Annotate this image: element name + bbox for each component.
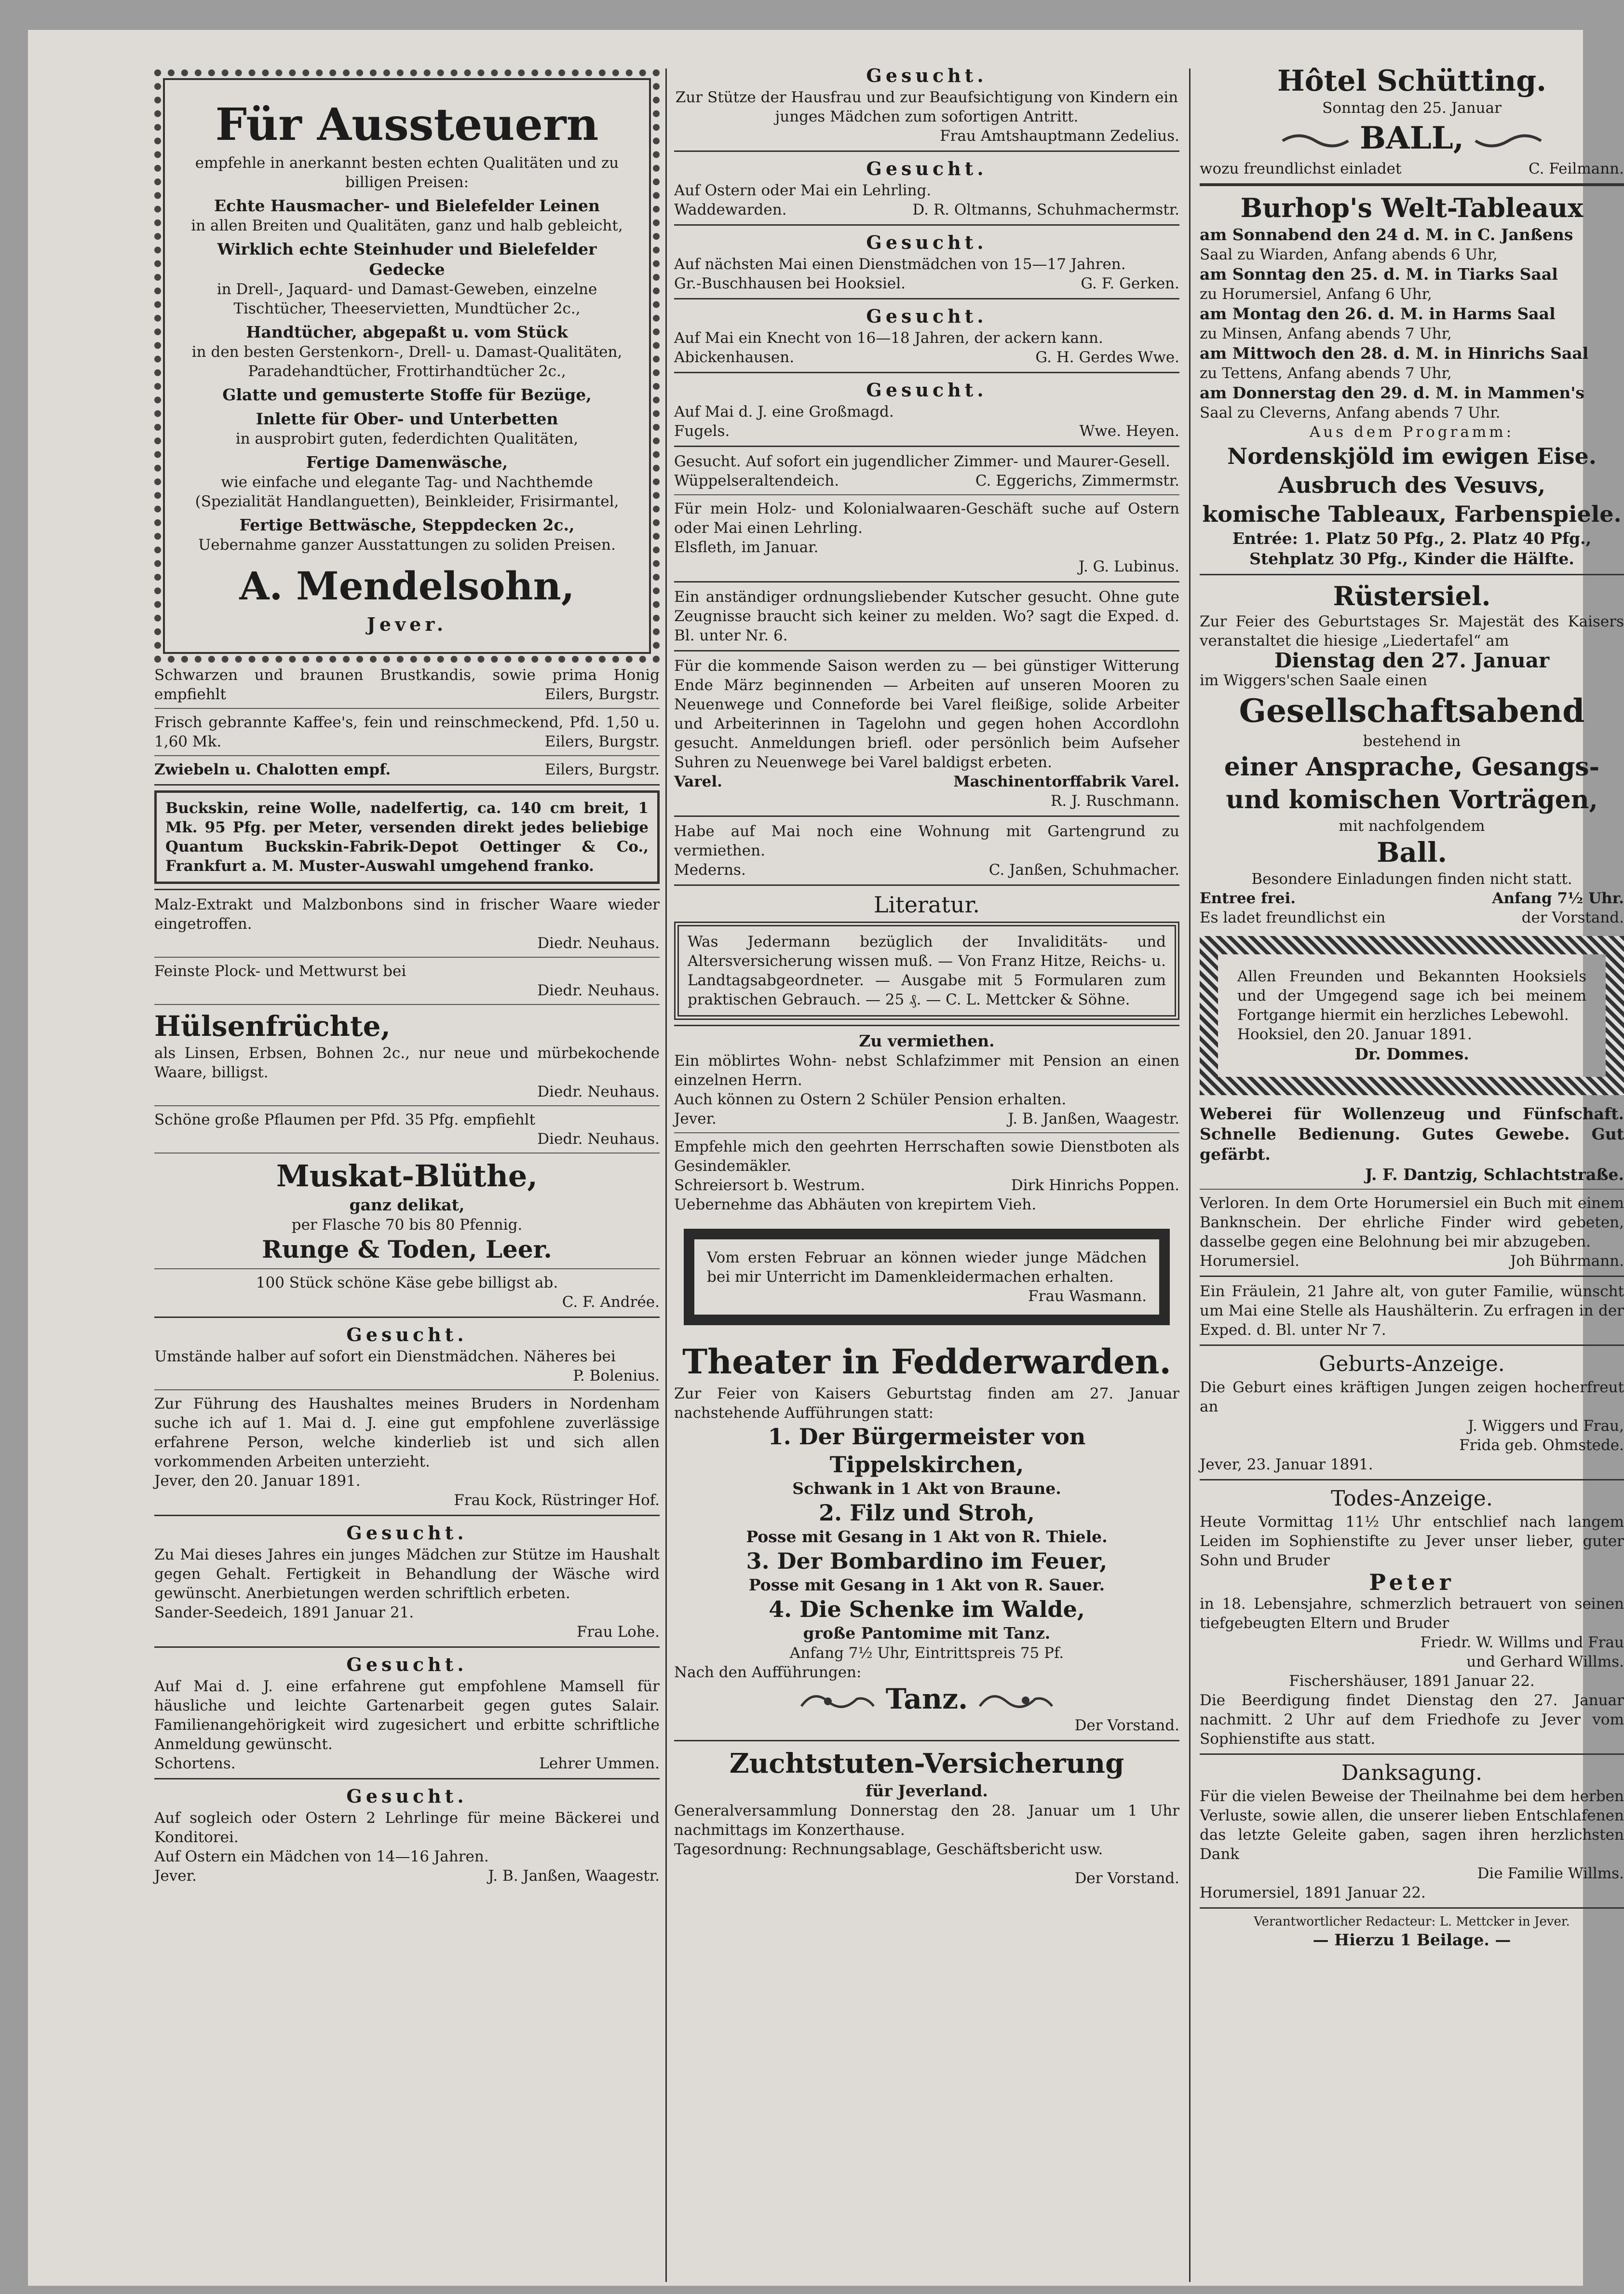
ad-line: zu Tettens, Anfang abends 7 Uhr,: [1200, 365, 1452, 382]
ad-text: bestehend in: [1363, 733, 1461, 750]
ad-text: Zur Stütze der Hausfrau und zur Beaufsichtigung von Kindern ein junges Mädchen zum sofortigen Antritt.: [675, 89, 1178, 125]
divider: [154, 755, 660, 756]
gesucht-ad: [154, 1784, 660, 1886]
ad-signature: Dr. Dommes.: [1354, 1045, 1469, 1063]
dommes-ad: [1200, 936, 1624, 1095]
ad-signature: Der Vorstand.: [1074, 1717, 1179, 1734]
ad-date: Jever, den 20. Januar 1891.: [154, 1472, 361, 1490]
divider: [674, 1025, 1179, 1026]
ad-signature: J. B. Janßen, Waagestr.: [1008, 1110, 1179, 1127]
todes-ad: [1200, 1485, 1624, 1749]
divider: [674, 224, 1179, 226]
ad-place: Schreiersort b. Westrum.: [674, 1177, 866, 1194]
ad-title: Rüstersiel.: [1333, 581, 1491, 611]
deceased-name: Peter: [1369, 1569, 1455, 1595]
tanz-heading: [674, 1682, 1179, 1716]
ad-line: Saal zu Cleverns, Anfang abends 7 Uhr.: [1200, 404, 1501, 421]
ad-heading: Handtücher, abgepaßt u. vom Stück: [246, 323, 568, 341]
plock-ad: [154, 962, 660, 1000]
ad-date: Dienstag den 27. Januar: [1274, 649, 1550, 672]
kaffee-ad: [154, 713, 660, 751]
play-title: 3. Der Bombardino im Feuer,: [746, 1548, 1108, 1574]
ad-signature-row: [674, 471, 1179, 490]
ad-title: Burhop's Welt-Tableaux: [1240, 192, 1583, 223]
column-rule: [1189, 68, 1191, 2282]
burhop-ad: [1200, 191, 1624, 569]
divider: [674, 446, 1179, 447]
ad-signature: C. Feilmann.: [1529, 160, 1624, 177]
fraeulein-ad: [1200, 1282, 1624, 1340]
play-subtitle: Posse mit Gesang in 1 Akt von R. Thiele.: [746, 1527, 1108, 1546]
ad-text: als Linsen, Erbsen, Bohnen 2c., nur neue und mürbekochende Waare, billigst.: [154, 1045, 660, 1081]
ad-text: Vom ersten Februar an können wieder junge Mädchen bei mir Unterricht im Damenkleidermachen erhalten.: [707, 1249, 1147, 1286]
divider: [674, 815, 1179, 817]
ad-signature: Der Vorstand.: [1074, 1870, 1179, 1887]
ad-text: Auch können zu Ostern 2 Schüler Pension erhalten.: [674, 1091, 1067, 1108]
ad-signature-row: [1200, 908, 1624, 927]
zuchtstuten-ad: [674, 1746, 1179, 1888]
ad-line: Saal zu Wiarden, Anfang abends 6 Uhr,: [1200, 246, 1498, 263]
ad-place: Varel.: [674, 773, 722, 790]
damen-ad: [684, 1229, 1170, 1325]
ad-text: per Flasche 70 bis 80 Pfennig.: [291, 1216, 523, 1234]
ad-signature: Joh Bührmann.: [1510, 1252, 1624, 1270]
ad-date: Jever, 23. Januar 1891.: [1200, 1456, 1373, 1473]
ad-text: Frisch gebrannte Kaffee's, fein und reinschmeckend, Pfd. 1,50 u. 1,60 Mk.: [154, 714, 660, 750]
ad-text: Uebernahme ganzer Ausstattungen zu soliden Preisen.: [198, 536, 616, 554]
divider: [154, 1153, 660, 1154]
ad-place: Jever.: [154, 1867, 197, 1885]
ad-text: in 18. Lebensjahre, schmerzlich betrauert von seinen tiefgebeugten Eltern und Bruder: [1200, 1595, 1624, 1632]
ad-signature: Dirk Hinrichs Poppen.: [1011, 1177, 1179, 1194]
play-subtitle: Posse mit Gesang in 1 Akt von R. Sauer.: [748, 1575, 1105, 1594]
ad-subheading: Aus dem Programm:: [1309, 423, 1515, 441]
ad-heading: Gesucht.: [866, 379, 988, 401]
ad-signature: Die Familie Willms.: [1477, 1865, 1624, 1882]
ad-place: Fugels.: [674, 422, 730, 440]
ad-signature: Diedr. Neuhaus.: [537, 982, 660, 999]
ad-text: Zur Führung des Haushaltes meines Bruders in Nordenham suche ich auf 1. Mai d. J. eine gut empfohlene zuverlässige erfahrene Person, welche kinderlieb ist und sich allen vorkommenden Arbeiten unterzieht.: [154, 1395, 660, 1470]
ad-signature-row: [674, 200, 1179, 219]
ad-title: Für Aussteuern: [215, 98, 599, 150]
play-title: 1. Der Bürgermeister von Tippelskirchen,: [768, 1424, 1086, 1478]
ad-heading: Danksagung.: [1341, 1761, 1483, 1785]
ad-info-row: [1200, 889, 1624, 908]
lehrling-ad: [674, 499, 1179, 576]
gesucht-ad: [154, 1323, 660, 1385]
ad-text: Auf Mai ein Knecht von 16—18 Jahren, der ackern kann.: [674, 329, 1103, 347]
divider: [154, 1268, 660, 1269]
ad-signature-row: [1200, 1251, 1624, 1271]
ad-entree: Entree frei.: [1200, 890, 1296, 907]
ad-text: Ein Fräulein, 21 Jahre alt, von guter Familie, wünscht um Mai eine Stelle als Haushälterin. Zu erfragen in der Exped. d. Bl. unter Nr 7.: [1200, 1283, 1624, 1339]
ad-signature: Diedr. Neuhaus.: [537, 1083, 660, 1100]
ad-place: Abickenhausen.: [674, 349, 795, 366]
ad-signature-row: [154, 1754, 660, 1773]
zwiebeln-ad: [154, 760, 660, 779]
ad-text: 100 Stück schöne Käse gebe billigst ab.: [256, 1274, 558, 1291]
arbeiter-ad: [674, 656, 1179, 811]
divider: [154, 1004, 660, 1005]
ad-text: in allen Breiten und Qualitäten, ganz und halb gebleicht,: [191, 217, 623, 234]
ad-text: Für mein Holz- und Kolonialwaaren-Geschäft suche auf Ostern oder Mai einen Lehrling.: [674, 500, 1179, 537]
divider: [1200, 1344, 1624, 1346]
ad-line: am Sonntag den 25. d. M. in Tiarks Saal: [1200, 265, 1558, 284]
ad-signature: Frau Kock, Rüstringer Hof.: [454, 1492, 660, 1509]
gesucht-ad: [674, 157, 1179, 219]
huelsen-ad: [154, 1009, 660, 1101]
ad-text: Habe auf Mai noch eine Wohnung mit Gartengrund zu vermiethen.: [674, 823, 1179, 859]
gesucht-ad: [674, 452, 1179, 490]
right-column: [1200, 64, 1624, 1950]
ad-heading: Gesucht.: [346, 1522, 468, 1544]
play-title: 4. Die Schenke im Walde,: [769, 1596, 1085, 1622]
program-item: komische Tableaux, Farbenspiele.: [1202, 501, 1622, 527]
ad-date: Sonntag den 25. Januar: [1322, 99, 1502, 117]
ad-text: Schöne große Pflaumen per Pfd. 35 Pfg. empfiehlt: [154, 1111, 536, 1128]
ad-line: zu Minsen, Anfang abends 7 Uhr,: [1200, 325, 1452, 342]
ad-heading: Gesucht.: [346, 1785, 468, 1807]
pflaumen-ad: [154, 1110, 660, 1149]
divider: [1200, 1189, 1624, 1190]
ad-date: Fischershäuser, 1891 Januar 22.: [1289, 1672, 1535, 1690]
ad-signature: Es ladet freundlichst ein: [1200, 909, 1386, 926]
ad-text: Anfang 7½ Uhr, Eintrittspreis 75 Pf.: [789, 1644, 1064, 1662]
ad-heading: Inlette für Ober- und Unterbetten: [256, 409, 558, 428]
ad-text: Die Geburt eines kräftigen Jungen zeigen hocherfreut an: [1200, 1379, 1624, 1415]
divider: [674, 884, 1179, 886]
ad-signature-row: [674, 1176, 1179, 1195]
ad-date: Hooksiel, den 20. Januar 1891.: [1237, 1026, 1472, 1043]
event-program: einer Ansprache, Gesangs- und komischen Vorträgen,: [1224, 752, 1600, 814]
aussteuern-ad: [154, 69, 660, 663]
ad-signature: C. F. Andrée.: [562, 1293, 660, 1311]
buckskin-ad: [154, 790, 660, 884]
ad-text: in ausprobirt guten, federdichten Qualitäten,: [235, 430, 579, 448]
divider: [154, 889, 660, 890]
ad-line: am Mittwoch den 28. d. M. in Hinrichs Saal: [1200, 344, 1589, 363]
ad-signature: R. J. Ruschmann.: [1051, 792, 1179, 810]
ad-heading: Fertige Damenwäsche,: [306, 453, 508, 472]
gesucht-ad: [154, 1653, 660, 1773]
ad-signature-row: [1200, 159, 1624, 178]
divider: [154, 1515, 660, 1516]
muskat-ad: [154, 1157, 660, 1264]
gesinde-ad: [674, 1137, 1179, 1214]
literatur-ad: [674, 922, 1179, 1020]
ad-firm: Runge & Toden, Leer.: [262, 1235, 552, 1263]
divider: [674, 1740, 1179, 1741]
ad-signature: D. R. Oltmanns, Schuhmachermstr.: [912, 201, 1179, 218]
ad-signature: J. Wiggers und Frau,: [1468, 1417, 1624, 1435]
ad-text: Zwiebeln u. Chalotten empf.: [154, 761, 391, 778]
footer-editor: Verantwortlicher Redacteur: L. Mettcker in Jever.: [1254, 1914, 1570, 1929]
kaese-ad: [154, 1273, 660, 1312]
ad-text: mit nachfolgendem: [1339, 817, 1485, 835]
ad-line: zu Horumersiel, Anfang 6 Uhr,: [1200, 285, 1432, 303]
ad-place: Gr.-Buschhausen bei Hooksiel.: [674, 275, 906, 292]
play-subtitle: Schwank in 1 Akt von Braune.: [792, 1479, 1061, 1498]
ad-place: Waddewarden.: [674, 201, 787, 218]
ad-subheading: ganz delikat,: [349, 1195, 465, 1214]
firm-city: Jever.: [366, 613, 447, 635]
ad-place: Elsfleth, im Januar.: [674, 539, 819, 556]
ad-place: Mederns.: [674, 861, 746, 879]
flourish-ornament-icon: [799, 1687, 876, 1716]
ad-signature: J. G. Lubinus.: [1078, 558, 1179, 575]
weberei-ad: [1200, 1104, 1624, 1185]
ad-signature: Diedr. Neuhaus.: [537, 935, 660, 952]
ad-text: Auf Ostern oder Mai ein Lehrling.: [674, 182, 932, 199]
firm-name: A. Mendelsohn,: [239, 563, 575, 609]
ad-text: Generalversammlung Donnerstag den 28. Januar um 1 Uhr nachmittags im Konzerthause.: [674, 1802, 1179, 1839]
divider: [1200, 183, 1624, 186]
flourish-ornament-icon: [977, 1687, 1055, 1716]
ad-heading: Geburts-Anzeige.: [1319, 1352, 1505, 1376]
ad-signature: Eilers, Burgstr.: [544, 761, 660, 778]
kutscher-ad: [674, 587, 1179, 645]
ad-signature: C. Janßen, Schuhmacher.: [988, 861, 1179, 879]
ad-signature-row: [674, 860, 1179, 880]
event-ball: Ball.: [1377, 837, 1447, 869]
ad-signature-row: [674, 421, 1179, 441]
newspaper-page: [28, 30, 1624, 2286]
ad-signature: P. Bolenius.: [573, 1367, 660, 1385]
divider: [1200, 1479, 1624, 1480]
ad-text: Buckskin, reine Wolle, nadelfertig, ca. 140 cm breit, 1 Mk. 95 Pfg. per Meter, versenden direkt jedes beliebige Quantum Buckskin-Fabrik-Depot Oettinger & Co., Frankfurt a. M. Muster-Auswahl umgehend franko.: [165, 800, 649, 875]
ad-date: Horumersiel, 1891 Januar 22.: [1200, 1884, 1426, 1901]
divider: [1200, 1907, 1624, 1909]
ad-signature: der Vorstand.: [1521, 909, 1624, 926]
gesucht-ad: [674, 378, 1179, 441]
ad-signature: und Gerhard Willms.: [1466, 1653, 1624, 1670]
flourish-ornament-icon: [1475, 130, 1542, 152]
ad-text: in Drell-, Jaquard- und Damast-Geweben, einzelne Tischtücher, Theeservietten, Mundtücher 2c.,: [217, 281, 597, 317]
ball-label: BALL,: [1359, 120, 1464, 156]
ad-heading: Muskat-Blüthe,: [276, 1158, 538, 1194]
program-item: Nordenskjöld im ewigen Eise.: [1227, 443, 1597, 469]
divider: [674, 298, 1179, 299]
ad-signature-row: [154, 1866, 660, 1886]
event-title: Gesellschaftsabend: [1239, 692, 1585, 730]
divider: [1200, 1753, 1624, 1755]
divider: [1200, 574, 1624, 575]
ad-text: Für die kommende Saison werden zu — bei günstiger Witterung Ende März beginnenden — Arbeiten auf unseren Mooren zu Neuenwege und Conneforde bei Varel fleißige, solide Arbeiter und Arbeiterinnen in Tagelohn und gegen hohen Accordlohn gesucht. Anmeldungen briefl. oder persönlich beim Aufseher Suhren zu Neuenwege bei Varel baldigst erbeten.: [674, 657, 1179, 771]
ad-text: Auf Mai d. J. eine erfahrene gut empfohlene Mamsell für häusliche und leichte Gartenarbeit gegen gutes Salair. Familienangehörigkeit wird zugesichert und erbitte schriftliche Anmeldung gewünscht.: [154, 1678, 660, 1753]
ad-text: Uebernehme das Abhäuten von krepirtem Vieh.: [674, 1196, 1037, 1213]
ad-signature: Frau Wasmann.: [1028, 1288, 1147, 1305]
ad-place: Jever.: [674, 1110, 717, 1127]
divider: [154, 957, 660, 958]
ad-heading: Echte Hausmacher- und Bielefelder Leinen: [214, 196, 600, 215]
ad-signature: G. F. Gerken.: [1081, 275, 1179, 292]
dank-ad: [1200, 1760, 1624, 1902]
ad-heading: Gesucht.: [346, 1324, 468, 1345]
ad-price: Entrée: 1. Platz 50 Pfg., 2. Platz 40 Pfg., Stehplatz 30 Pfg., Kinder die Hälfte.: [1232, 529, 1592, 568]
ad-text: Verloren. In dem Orte Horumersiel ein Buch mit einem Banknschein. Der ehrliche Finder wird gebeten, dasselbe gegen eine Belohnung bei mir abzugeben.: [1200, 1195, 1624, 1250]
ad-text: Zur Feier des Geburtstages Sr. Majestät des Kaisers veranstaltet die hiesige „Liedertafel“ am: [1200, 613, 1624, 650]
ad-text: Für die vielen Beweise der Theilnahme bei dem herben Verluste, sowie allen, die unserer lieben Entschlafenen das letzte Geleite gaben, sagen ihren herzlichsten Dank: [1200, 1788, 1624, 1863]
divider: [154, 784, 660, 786]
ad-signature: Frida geb. Ohmstede.: [1459, 1437, 1624, 1454]
program-item: Ausbruch des Vesuvs,: [1278, 472, 1546, 498]
column-rule: [665, 68, 667, 2282]
ad-text: Besondere Einladungen finden nicht statt.: [1251, 870, 1572, 888]
ad-text: Zur Feier von Kaisers Geburtstag finden am 27. Januar nachstehende Aufführungen statt:: [674, 1385, 1179, 1422]
ad-text: in den besten Gerstenkorn-, Drell- u. Damast-Qualitäten, Paradehandtücher, Frottirhandtücher 2c.,: [191, 343, 623, 380]
ad-signature: Eilers, Burgstr.: [544, 733, 660, 750]
vermiethen-ad: [674, 1031, 1179, 1128]
gesucht-ad: [674, 231, 1179, 293]
section-heading: Literatur.: [873, 892, 980, 918]
gesucht-ad: [154, 1521, 660, 1642]
ad-signature: Frau Lohe.: [576, 1623, 660, 1641]
ad-line: am Sonnabend den 24 d. M. in C. Janßens: [1200, 225, 1573, 244]
ad-text: Auf nächsten Mai einen Dienstmädchen von 15—17 Jahren.: [674, 256, 1126, 273]
divider: [154, 708, 660, 709]
ad-place: Wüppelseraltendeich.: [674, 472, 839, 489]
ad-line: am Donnerstag den 29. d. M. in Mammen's: [1200, 383, 1584, 402]
divider: [1200, 1276, 1624, 1277]
ad-heading: Gesucht.: [866, 158, 988, 179]
ad-text: Weberei für Wollenzeug und Fünfschaft. Schnelle Bedienung. Gutes Gewebe. Gut gefärbt.: [1200, 1104, 1624, 1164]
gesucht-ad: [674, 64, 1179, 146]
ad-heading: Gesucht.: [866, 231, 988, 253]
ad-subheading: für Jeverland.: [866, 1781, 988, 1800]
ad-text: Malz-Extrakt und Malzbonbons sind in frischer Waare wieder eingetroffen.: [154, 896, 660, 933]
ad-signature-row: [674, 348, 1179, 367]
kandis-ad: [154, 665, 660, 704]
ad-signature: Lehrer Ummen.: [539, 1755, 660, 1772]
ad-signature-row: [674, 1109, 1179, 1128]
ad-text: Allen Freunden und Bekannten Hooksiels und der Umgegend sage ich bei meinem Fortgange hiermit ein herzliches Lebewohl.: [1237, 968, 1586, 1024]
left-column: [154, 69, 660, 1886]
divider: [674, 650, 1179, 652]
ad-text: wozu freundlichst einladet: [1200, 160, 1402, 177]
divider: [154, 1389, 660, 1390]
divider: [674, 150, 1179, 152]
ad-signature: Friedr. W. Willms und Frau: [1420, 1634, 1624, 1651]
hotel-ad: [1200, 64, 1624, 178]
ad-text: Empfehle mich den geehrten Herrschaften sowie Dienstboten als Gesindemäkler.: [674, 1138, 1179, 1175]
ad-text: Die Beerdigung findet Dienstag den 27. Januar nachmitt. 2 Uhr auf dem Friedhofe zu Jever vom Sophienstifte aus statt.: [1200, 1692, 1624, 1748]
ad-text: Schwarzen und braunen Brustkandis, sowie prima Honig empfiehlt: [154, 666, 660, 703]
ball-heading: [1200, 118, 1624, 159]
ad-text: Ein anständiger ordnungsliebender Kutscher gesucht. Ohne gute Zeugnisse braucht sich keiner zu melden. Wo? sagt die Exped. d. Bl. unter Nr. 6.: [674, 588, 1179, 644]
divider: [674, 581, 1179, 583]
ad-text: Auf sogleich oder Ostern 2 Lehrlinge für meine Bäckerei und Konditorei.: [154, 1809, 660, 1846]
malz-ad: [154, 895, 660, 953]
ad-heading: Zu vermiethen.: [859, 1032, 995, 1050]
ad-heading: Glatte und gemusterte Stoffe für Bezüge,: [222, 385, 592, 404]
play-subtitle: große Pantomime mit Tanz.: [803, 1624, 1051, 1642]
ad-title: Theater in Fedderwarden.: [682, 1342, 1171, 1382]
ad-place: Schortens.: [154, 1755, 236, 1772]
verloren-ad: [1200, 1194, 1624, 1271]
ad-place: Horumersiel.: [1200, 1252, 1299, 1270]
divider: [154, 1317, 660, 1318]
wohnung-ad: [674, 822, 1179, 880]
ad-text: Auf Ostern ein Mädchen von 14—16 Jahren.: [154, 1848, 489, 1865]
ad-text: Gesucht. Auf sofort ein jugendlicher Zimmer- und Maurer-Gesell.: [674, 453, 1170, 470]
ruestersiel-ad: [1200, 580, 1624, 927]
ad-signature: Diedr. Neuhaus.: [537, 1130, 660, 1148]
ad-text: Nach den Aufführungen:: [674, 1664, 862, 1681]
ad-line: am Montag den 26. d. M. in Harms Saal: [1200, 304, 1556, 323]
theater-ad: [674, 1340, 1179, 1735]
gesucht-ad: [674, 304, 1179, 367]
ad-title: Zuchtstuten-Versicherung: [729, 1748, 1124, 1779]
play-title: 2. Filz und Stroh,: [819, 1500, 1035, 1526]
tanz-label: Tanz.: [885, 1683, 968, 1715]
ad-text: Auf Mai d. J. eine Großmagd.: [674, 403, 894, 421]
ad-text: im Wiggers'schen Saale einen: [1200, 672, 1427, 689]
ad-title: Hôtel Schütting.: [1277, 64, 1547, 98]
ad-heading: Gesucht.: [866, 305, 988, 327]
divider: [154, 1646, 660, 1648]
ad-signature: Eilers, Burgstr.: [544, 686, 660, 703]
ad-text: Was Jedermann bezüglich der Invaliditäts- und Altersversicherung wissen muß. — Von Franz Hitze, Reichs- u. Landtagsabgeordneter. — Ausgabe mit 5 Formularen zum praktischen Gebrauch. — 25 ₰. — C. L. Mettcker & Söhne.: [688, 933, 1166, 1008]
middle-column: [674, 64, 1179, 1888]
ad-signature: J. B. Janßen, Waagestr.: [488, 1867, 660, 1885]
ad-signature-row: [674, 274, 1179, 293]
ad-text: wie einfache und elegante Tag- und Nachthemde (Spezialität Handlanguetten), Beinkleider, Frisirmantel,: [195, 474, 619, 510]
ad-intro: empfehle in anerkannt besten echten Qualitäten und zu billigen Preisen:: [195, 154, 619, 191]
ad-text: Feinste Plock- und Mettwurst bei: [154, 963, 406, 980]
ad-signature: G. H. Gerdes Wwe.: [1035, 349, 1179, 366]
ad-start: Anfang 7½ Uhr.: [1492, 890, 1624, 907]
ad-firm: Maschinentorffabrik Varel.: [953, 773, 1179, 790]
ad-heading: Hülsenfrüchte,: [154, 1010, 391, 1043]
ad-heading: Gesucht.: [866, 65, 988, 86]
divider: [674, 372, 1179, 373]
ad-heading: Fertige Bettwäsche, Steppdecken 2c.,: [239, 516, 575, 534]
divider: [674, 1132, 1179, 1133]
ad-text: Tagesordnung: Rechnungsablage, Geschäftsbericht usw.: [674, 1841, 1103, 1858]
ad-signature-row: [674, 772, 1179, 791]
ad-heading: Gesucht.: [346, 1654, 468, 1675]
footer-supplement: — Hierzu 1 Beilage. —: [1313, 1930, 1511, 1949]
ad-signature: J. F. Dantzig, Schlachtstraße.: [1365, 1165, 1624, 1184]
divider: [154, 1778, 660, 1779]
ad-date: Sander-Seedeich, 1891 Januar 21.: [154, 1604, 414, 1621]
ad-text: Umstände halber auf sofort ein Dienstmädchen. Näheres bei: [154, 1348, 616, 1365]
ad-text: Ein möblirtes Wohn- nebst Schlafzimmer mit Pension an einen einzelnen Herrn.: [674, 1052, 1179, 1089]
ad-text: Zu Mai dieses Jahres ein junges Mädchen zur Stütze im Haushalt gegen Gehalt. Fertigkeit in Behandlung der Wäsche wird gewünscht. Anerbietungen werden schriftlich erbeten.: [154, 1546, 660, 1602]
divider: [154, 1105, 660, 1106]
ad-signature: Wwe. Heyen.: [1079, 422, 1179, 440]
geburt-ad: [1200, 1351, 1624, 1474]
ad-heading: Todes-Anzeige.: [1331, 1486, 1493, 1511]
ad-text: Heute Vormittag 11½ Uhr entschlief nach langem Leiden im Sophienstifte zu Jever unser lieber, guter Sohn und Bruder: [1200, 1513, 1624, 1569]
flourish-ornament-icon: [1282, 130, 1349, 152]
divider: [674, 494, 1179, 495]
ad-heading: Wirklich echte Steinhuder und Bielefelder Gedecke: [217, 240, 597, 279]
gesucht-ad: [154, 1394, 660, 1510]
ad-signature: C. Eggerichs, Zimmermstr.: [975, 472, 1179, 489]
ad-signature: Frau Amtshauptmann Zedelius.: [940, 127, 1179, 145]
